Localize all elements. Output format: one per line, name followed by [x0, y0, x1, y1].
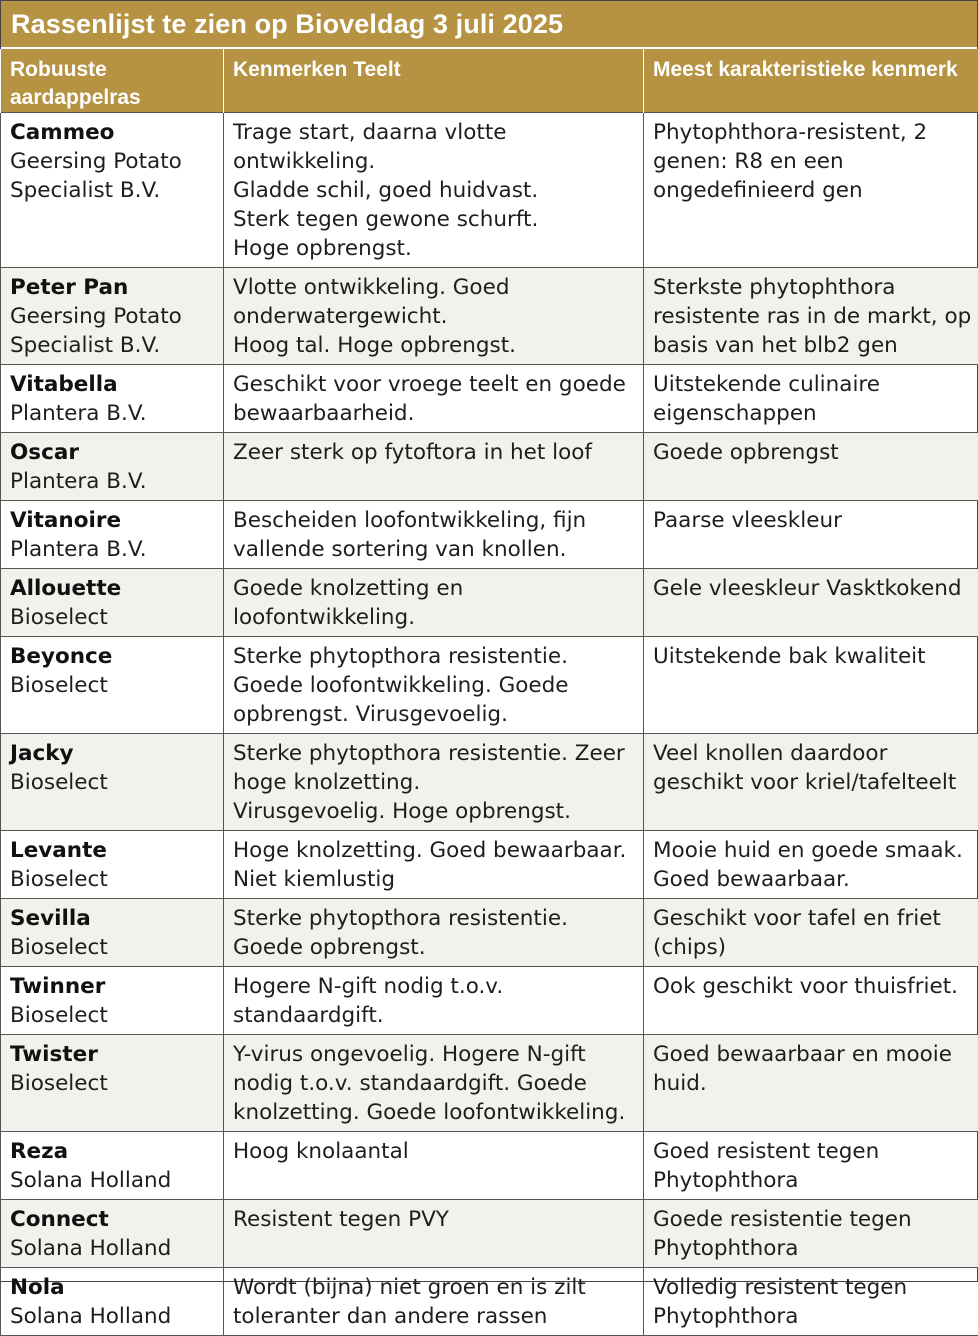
cultivation-text: Virusgevoelig. Hoge opbrengst.	[233, 797, 637, 826]
variety-cell	[1, 637, 224, 734]
variety-company: Solana Holland	[10, 1302, 217, 1331]
variety-cell	[1, 1200, 224, 1268]
variety-company: Bioselect	[10, 865, 217, 894]
page-title: Rassenlijst te zien op Bioveldag 3 juli 2025	[1, 1, 977, 49]
cultivation-cell	[224, 569, 644, 637]
cultivation-text: Goede opbrengst.	[233, 933, 637, 962]
cultivation-cell	[224, 501, 644, 569]
cultivation-text: Y-virus ongevoelig. Hogere N-gift nodig t.o.v. standaardgift. Goede knolzetting. Goede loofontwikkeling.	[233, 1040, 637, 1127]
variety-table	[0, 49, 978, 1336]
characteristic-cell: Paarse vleeskleur	[644, 501, 978, 569]
characteristic-cell: Goed resistent tegen Phytophthora	[644, 1132, 978, 1200]
table-row	[1, 365, 978, 433]
variety-cell	[1, 113, 224, 268]
cultivation-cell	[224, 365, 644, 433]
cultivation-text: Hoog tal. Hoge opbrengst.	[233, 331, 637, 360]
characteristic-cell: Mooie huid en goede smaak. Goed bewaarbaar.	[644, 831, 978, 899]
characteristic-cell: Sterkste phytophthora resistente ras in de markt, op basis van het blb2 gen	[644, 268, 978, 365]
table-row	[1, 967, 978, 1035]
table-row	[1, 637, 978, 734]
table-row	[1, 1200, 978, 1268]
cultivation-text: Zeer sterk op fytoftora in het loof	[233, 438, 637, 467]
cultivation-cell	[224, 734, 644, 831]
cultivation-text: Gladde schil, goed huidvast.	[233, 176, 637, 205]
characteristic-cell: Gele vleeskleur Vasktkokend	[644, 569, 978, 637]
variety-name: Sevilla	[10, 904, 217, 933]
variety-name: Nola	[10, 1273, 217, 1302]
cultivation-text: Trage start, daarna vlotte ontwikkeling.	[233, 118, 637, 176]
table-row	[1, 1035, 978, 1132]
cultivation-text: Goede loofontwikkeling. Goede opbrengst. Virusgevoelig.	[233, 671, 637, 729]
variety-company: Bioselect	[10, 768, 217, 797]
table-row	[1, 113, 978, 268]
variety-company: Geersing Potato Specialist B.V.	[10, 302, 217, 360]
variety-name: Cammeo	[10, 118, 217, 147]
cultivation-cell	[224, 1268, 644, 1336]
variety-name: Beyonce	[10, 642, 217, 671]
variety-cell	[1, 899, 224, 967]
characteristic-cell: Geschikt voor tafel en friet (chips)	[644, 899, 978, 967]
characteristic-cell: Phytophthora-resistent, 2 genen: R8 en een ongedefinieerd gen	[644, 113, 978, 268]
characteristic-cell: Goede resistentie tegen Phytophthora	[644, 1200, 978, 1268]
variety-company: Geersing Potato Specialist B.V.	[10, 147, 217, 205]
variety-company: Bioselect	[10, 671, 217, 700]
cultivation-cell	[224, 1035, 644, 1132]
variety-cell	[1, 501, 224, 569]
cultivation-cell	[224, 113, 644, 268]
column-header-variety: Robuuste aardappelras	[1, 49, 224, 113]
table-header-row	[1, 49, 978, 113]
variety-name: Jacky	[10, 739, 217, 768]
variety-cell	[1, 268, 224, 365]
variety-cell	[1, 734, 224, 831]
cultivation-cell	[224, 831, 644, 899]
characteristic-cell: Uitstekende culinaire eigenschappen	[644, 365, 978, 433]
cultivation-cell	[224, 433, 644, 501]
variety-company: Bioselect	[10, 1069, 217, 1098]
cultivation-text: Bescheiden loofontwikkeling, fijn vallende sortering van knollen.	[233, 506, 637, 564]
variety-name: Vitanoire	[10, 506, 217, 535]
variety-company: Bioselect	[10, 1001, 217, 1030]
cultivation-cell	[224, 899, 644, 967]
variety-cell	[1, 1132, 224, 1200]
variety-company: Bioselect	[10, 933, 217, 962]
variety-cell	[1, 433, 224, 501]
characteristic-cell: Veel knollen daardoor geschikt voor kriel/tafelteelt	[644, 734, 978, 831]
variety-name: Twister	[10, 1040, 217, 1069]
cultivation-cell	[224, 268, 644, 365]
characteristic-cell: Ook geschikt voor thuisfriet.	[644, 967, 978, 1035]
table-row	[1, 1132, 978, 1200]
variety-name: Reza	[10, 1137, 217, 1166]
cultivation-text: Geschikt voor vroege teelt en goede bewaarbaarheid.	[233, 370, 637, 428]
characteristic-cell: Volledig resistent tegen Phytophthora	[644, 1268, 978, 1336]
variety-name: Peter Pan	[10, 273, 217, 302]
column-header-characteristic: Meest karakteristieke kenmerk	[644, 49, 978, 113]
variety-name: Connect	[10, 1205, 217, 1234]
cultivation-text: Sterke phytopthora resistentie.	[233, 904, 637, 933]
cultivation-cell	[224, 1132, 644, 1200]
characteristic-cell: Uitstekende bak kwaliteit	[644, 637, 978, 734]
variety-company: Solana Holland	[10, 1166, 217, 1195]
cultivation-text: Sterk tegen gewone schurft.	[233, 205, 637, 234]
variety-cell	[1, 365, 224, 433]
cultivation-text: Hoge opbrengst.	[233, 234, 637, 263]
characteristic-cell: Goed bewaarbaar en mooie huid.	[644, 1035, 978, 1132]
cultivation-text: Hoog knolaantal	[233, 1137, 637, 1166]
variety-name: Levante	[10, 836, 217, 865]
variety-cell	[1, 1035, 224, 1132]
variety-company: Plantera B.V.	[10, 535, 217, 564]
table-row	[1, 831, 978, 899]
cultivation-cell	[224, 637, 644, 734]
variety-name: Oscar	[10, 438, 217, 467]
table-row	[1, 268, 978, 365]
table-row	[1, 899, 978, 967]
variety-cell	[1, 831, 224, 899]
variety-name: Twinner	[10, 972, 217, 1001]
variety-name: Allouette	[10, 574, 217, 603]
column-header-cultivation: Kenmerken Teelt	[224, 49, 644, 113]
cultivation-cell	[224, 1200, 644, 1268]
variety-cell	[1, 569, 224, 637]
table-row	[1, 569, 978, 637]
cultivation-text: Resistent tegen PVY	[233, 1205, 637, 1234]
variety-company: Bioselect	[10, 603, 217, 632]
characteristic-cell: Goede opbrengst	[644, 433, 978, 501]
cultivation-text: Vlotte ontwikkeling. Goed onderwatergewicht.	[233, 273, 637, 331]
cultivation-text: Hoge knolzetting. Goed bewaarbaar.	[233, 836, 637, 865]
variety-name: Vitabella	[10, 370, 217, 399]
cultivation-text: Sterke phytopthora resistentie.	[233, 642, 637, 671]
variety-cell	[1, 967, 224, 1035]
variety-company: Solana Holland	[10, 1234, 217, 1263]
cultivation-cell	[224, 967, 644, 1035]
cultivation-text: Niet kiemlustig	[233, 865, 637, 894]
cultivation-text: Wordt (bijna) niet groen en is zilt toleranter dan andere rassen	[233, 1273, 637, 1331]
variety-company: Plantera B.V.	[10, 467, 217, 496]
cultivation-text: Goede knolzetting en loofontwikkeling.	[233, 574, 637, 632]
table-row	[1, 734, 978, 831]
table-row	[1, 433, 978, 501]
variety-company: Plantera B.V.	[10, 399, 217, 428]
cultivation-text: Hogere N-gift nodig t.o.v. standaardgift.	[233, 972, 637, 1030]
table-row	[1, 1268, 978, 1336]
cultivation-text: Sterke phytopthora resistentie. Zeer hoge knolzetting.	[233, 739, 637, 797]
table-row	[1, 501, 978, 569]
variety-cell	[1, 1268, 224, 1336]
